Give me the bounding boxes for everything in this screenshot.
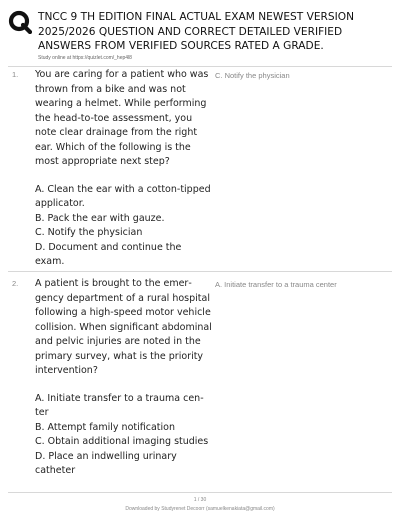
option-list xyxy=(35,183,213,270)
option-item: D. Place an indwelling urinary catheter xyxy=(35,450,177,476)
question-text: A patient is brought to the emergency department of a rural hospital following a high-speed motor vehicle collision. When significant abdominal and pelvic injuries are noted in the primary survey, what is the priority intervention? xyxy=(35,278,212,376)
option-item: C. Obtain additional imaging studies xyxy=(35,436,209,447)
option-item: B. Pack the ear with gauze. xyxy=(35,212,165,224)
question-body xyxy=(35,277,213,479)
source-url[interactable]: Study online at https://quizlet.com/_hep4l8 xyxy=(38,55,132,61)
download-notice: Downloaded by Studyrenet Decoorr (samuelkenakiata@gmail.com) xyxy=(125,506,275,512)
divider-middle xyxy=(8,271,392,272)
divider-bottom xyxy=(8,492,392,493)
option-item: D. Document and continue the exam. xyxy=(35,241,182,267)
question-text: You are caring for a patient who was thrown from a bike and was not wearing a helmet. While performing the head-to-toe assessment, you note clear drainage from the right ear. Which of the following is the most appropriate next step? xyxy=(35,69,209,167)
answer-text: A. Initiate transfer to a trauma center xyxy=(215,280,337,289)
option-item: B. Attempt family notification xyxy=(35,421,175,433)
option-list xyxy=(35,392,213,479)
question-number: 2. xyxy=(12,279,19,288)
option-item: C. Notify the physician xyxy=(35,227,143,238)
quizlet-logo-icon xyxy=(8,10,32,34)
option-item: A. Clean the ear with a cotton-tipped applicator. xyxy=(35,183,211,209)
page-title: TNCC 9 TH EDITION FINAL ACTUAL EXAM NEWEST VERSION 2025/2026 QUESTION AND CORRECT DETAILED VERIFIED ANSWERS FROM VERIFIED SOURCES RATED A GRADE. xyxy=(38,11,354,52)
page-number: 1 / 30 xyxy=(193,497,207,503)
option-item: A. Initiate transfer to a trauma center xyxy=(35,392,204,418)
divider-top xyxy=(8,66,392,67)
answer-text: C. Notify the physician xyxy=(215,71,290,80)
question-number: 1. xyxy=(12,70,19,79)
question-body xyxy=(35,68,213,270)
